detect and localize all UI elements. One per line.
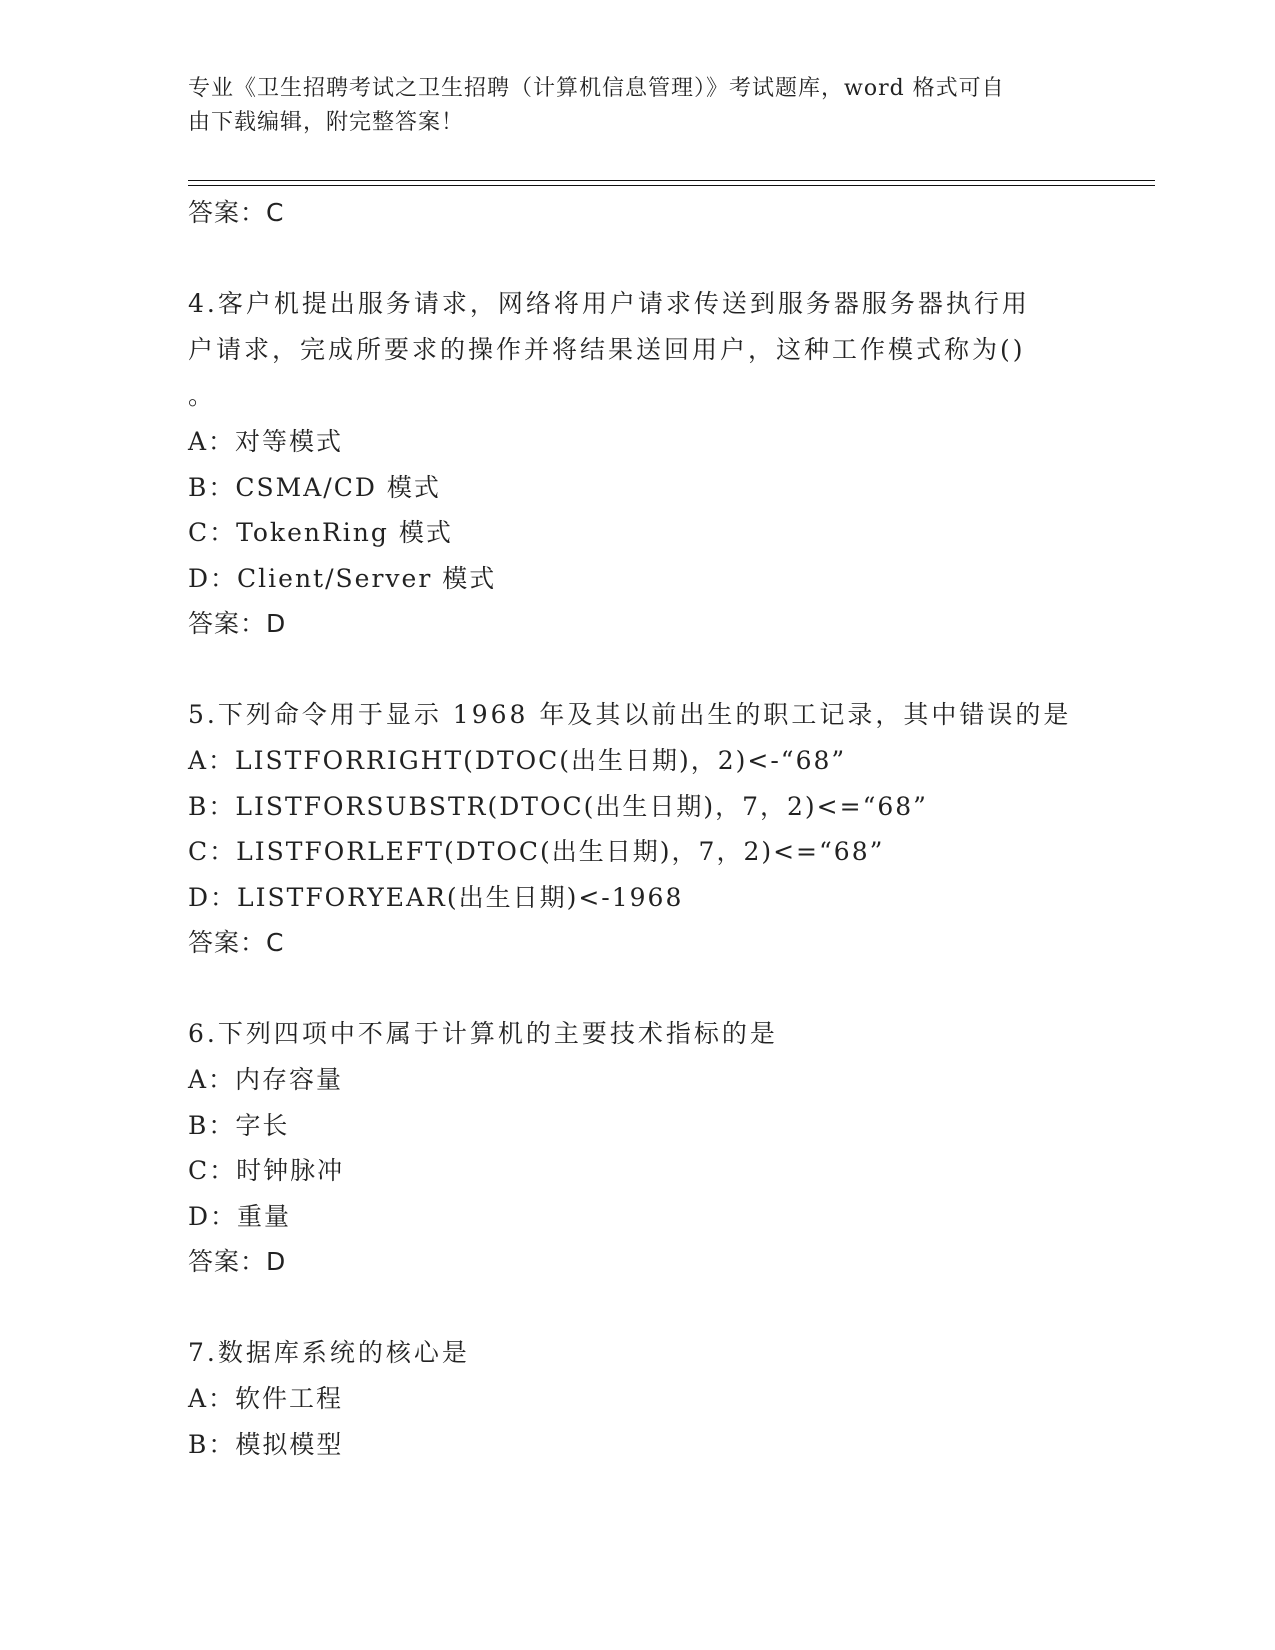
question-4 (188, 281, 1088, 647)
header-divider-top (188, 180, 1155, 181)
question-4-line-2: 户请求，完成所要求的操作并将结果送回用户，这种工作模式称为() (188, 335, 1026, 364)
header-line-1: 专业《卫生招聘考试之卫生招聘（计算机信息管理）》考试题库，word 格式可自 (188, 76, 1005, 101)
question-5-option-d: D：LISTFORYEAR(出生日期)<-1968 (188, 882, 684, 912)
question-6-option-a: A：内存容量 (188, 1065, 344, 1094)
document-header (188, 72, 1068, 140)
question-7-option-b: B：模拟模型 (188, 1429, 344, 1459)
spacer (188, 966, 1088, 1011)
question-4-answer: 答案：D (188, 609, 287, 638)
question-6-answer: 答案：D (188, 1247, 287, 1276)
question-4-line-3: 。 (188, 381, 217, 410)
question-5-option-a: A：LISTFORRIGHT(DTOC(出生日期)，2)<-“68” (188, 746, 847, 775)
question-4-option-c: C：TokenRing 模式 (188, 518, 453, 547)
question-5-option-b: B：LISTFORSUBSTR(DTOC(出生日期)，7，2)<=“68” (188, 791, 928, 821)
question-4-option-a: A：对等模式 (188, 427, 344, 456)
question-5-answer: 答案：C (188, 928, 285, 957)
question-6-line-1: 6.下列四项中不属于计算机的主要技术指标的是 (188, 1019, 778, 1048)
question-5 (188, 692, 1088, 966)
question-4-option-b: B：CSMA/CD 模式 (188, 472, 441, 502)
question-5-option-c: C：LISTFORLEFT(DTOC(出生日期)，7，2)<=“68” (188, 837, 885, 866)
header-line-2: 由下载编辑，附完整答案！ (188, 110, 465, 135)
question-6 (188, 1011, 1088, 1285)
header-divider-bottom (188, 185, 1155, 186)
question-6-option-b: B：字长 (188, 1110, 290, 1140)
spacer (188, 236, 1088, 281)
question-7-line-1: 7.数据库系统的核心是 (188, 1338, 470, 1367)
question-6-option-c: C：时钟脉冲 (188, 1156, 345, 1185)
question-4-line-1: 4.客户机提出服务请求，网络将用户请求传送到服务器服务器执行用 (188, 289, 1030, 318)
spacer (188, 647, 1088, 692)
spacer (188, 1285, 1088, 1330)
question-5-line-1: 5.下列命令用于显示 1968 年及其以前出生的职工记录，其中错误的是 (188, 700, 1072, 729)
question-7 (188, 1330, 1088, 1467)
question-6-option-d: D：重量 (188, 1201, 292, 1231)
question-7-option-a: A：软件工程 (188, 1384, 344, 1413)
answer-previous: 答案：C (188, 198, 285, 227)
question-list (188, 190, 1088, 1467)
question-4-option-d: D：Client/Server 模式 (188, 563, 497, 593)
